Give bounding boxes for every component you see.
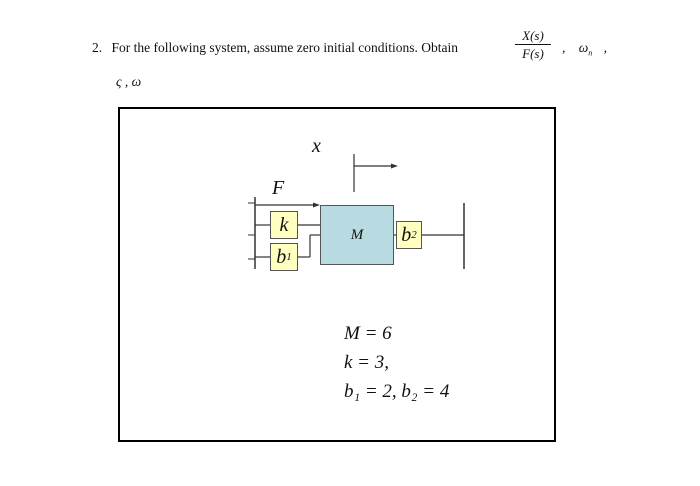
force-arrowhead — [313, 203, 320, 208]
diagram-lines — [120, 109, 554, 440]
given-dampers: b₁ = 2, b₂ = 4 — [344, 381, 450, 402]
damper-b2-subscript: 2 — [411, 229, 417, 241]
omega-n: ω — [578, 40, 589, 55]
damper-b1-subscript: 1 — [286, 251, 292, 263]
given-values — [344, 319, 449, 406]
given-spring: k = 3, — [344, 352, 390, 373]
fraction-bar — [515, 44, 551, 45]
question-line-1 — [92, 40, 458, 56]
spring-element — [270, 211, 298, 239]
given-mass: M = 6 — [344, 323, 392, 344]
question-text: For the following system, assume zero initial conditions. Obtain — [111, 40, 458, 55]
fraction-denominator: F(s) — [522, 46, 544, 61]
x-label: x — [312, 135, 321, 157]
natural-frequency-symbol — [562, 40, 607, 58]
spring-label: k — [279, 213, 289, 236]
damper-b1-label: b — [276, 245, 287, 268]
mass-block — [320, 205, 394, 265]
separator: , — [603, 40, 608, 55]
damper-b2-label: b — [401, 223, 412, 246]
damper-b1-element — [270, 243, 298, 271]
mass-label: M — [350, 226, 364, 243]
x-arrowhead — [391, 164, 398, 169]
damper-b2-element — [396, 221, 422, 249]
separator: , — [562, 40, 566, 55]
fraction-numerator: X(s) — [522, 28, 544, 43]
question-number: 2. — [92, 40, 103, 55]
system-diagram — [118, 107, 556, 442]
omega-n-subscript: n — [588, 48, 593, 58]
f-label: F — [272, 177, 285, 199]
question-line-2: ς , ω — [116, 74, 142, 89]
transfer-function-fraction — [515, 28, 551, 61]
